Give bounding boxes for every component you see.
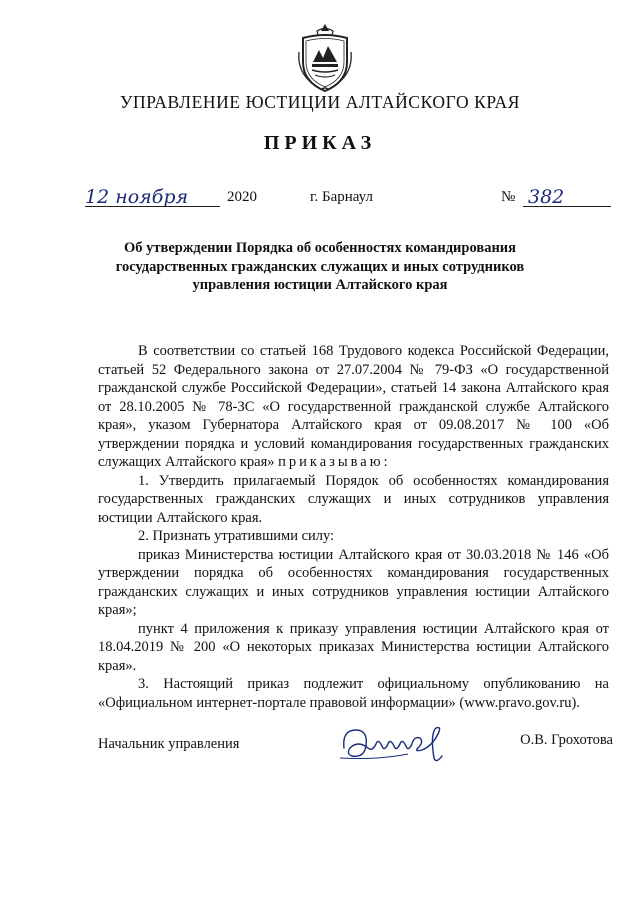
department-name: УПРАВЛЕНИЕ ЮСТИЦИИ АЛТАЙСКОГО КРАЯ — [119, 92, 521, 112]
order-verb: приказываю: — [278, 454, 391, 470]
document-type-title: ПРИКАЗ — [263, 132, 377, 154]
order-body — [98, 342, 609, 712]
handwritten-signature — [338, 718, 458, 768]
handwritten-date: 12 ноября — [85, 186, 189, 208]
item-2-b: пункт 4 приложения к приказу управления юстиции Алтайского края от 18.04.2019 № 200 «О некоторых приказах Министерства юстиции Алтайского края». — [98, 620, 609, 674]
coat-of-arms-emblem — [295, 22, 355, 94]
item-3: 3. Настоящий приказ подлежит официальному опубликованию на «Официальном интернет-портале правовой информации» (www.pravo.gov.ru). — [98, 676, 609, 711]
number-underline — [523, 206, 611, 207]
order-heading: Об утверждении Порядка об особенностях командирования государственных гражданских служащих и иных сотрудников управления юстиции Алтайского края — [115, 240, 525, 293]
intro-text: В соответствии со статьей 168 Трудового кодекса Российской Федерации, статьей 52 Федерального закона от 27.07.2004 № 79-ФЗ «О государственной гражданской службе Российской Федерации», статьей 14 закона Алтайского края от 28.10.2005 № 78-ЗС «О государственной гражданской службе Алтайского края», указом Губернатора Алтайского края от 09.08.2017 № 100 «Об утверждении порядка и условий командирования государственных гражданских служащих Алтайского края» — [98, 343, 609, 470]
item-2: 2. Признать утратившими силу: — [138, 528, 335, 544]
city: г. Барнаул — [310, 189, 373, 205]
date-number-row — [85, 186, 625, 216]
year: 2020 — [227, 189, 257, 205]
signature-block — [98, 718, 613, 778]
intro-paragraph — [98, 342, 609, 472]
signatory-position: Начальник управления — [98, 736, 240, 752]
date-underline — [85, 206, 220, 207]
item-1: 1. Утвердить прилагаемый Порядок об особенностях командирования государственных гражданских служащих и иных сотрудников управления юстиции Алтайского края. — [98, 472, 609, 526]
item-2-a: приказ Министерства юстиции Алтайского края от 30.03.2018 № 146 «Об утверждении порядка об особенностях командирования государственных гражданских служащих и иных сотрудников управления юстиции Алтайского края»; — [98, 546, 609, 618]
signatory-name: О.В. Грохотова — [520, 732, 613, 748]
handwritten-number: 382 — [528, 186, 565, 208]
number-sign: № — [501, 189, 516, 205]
